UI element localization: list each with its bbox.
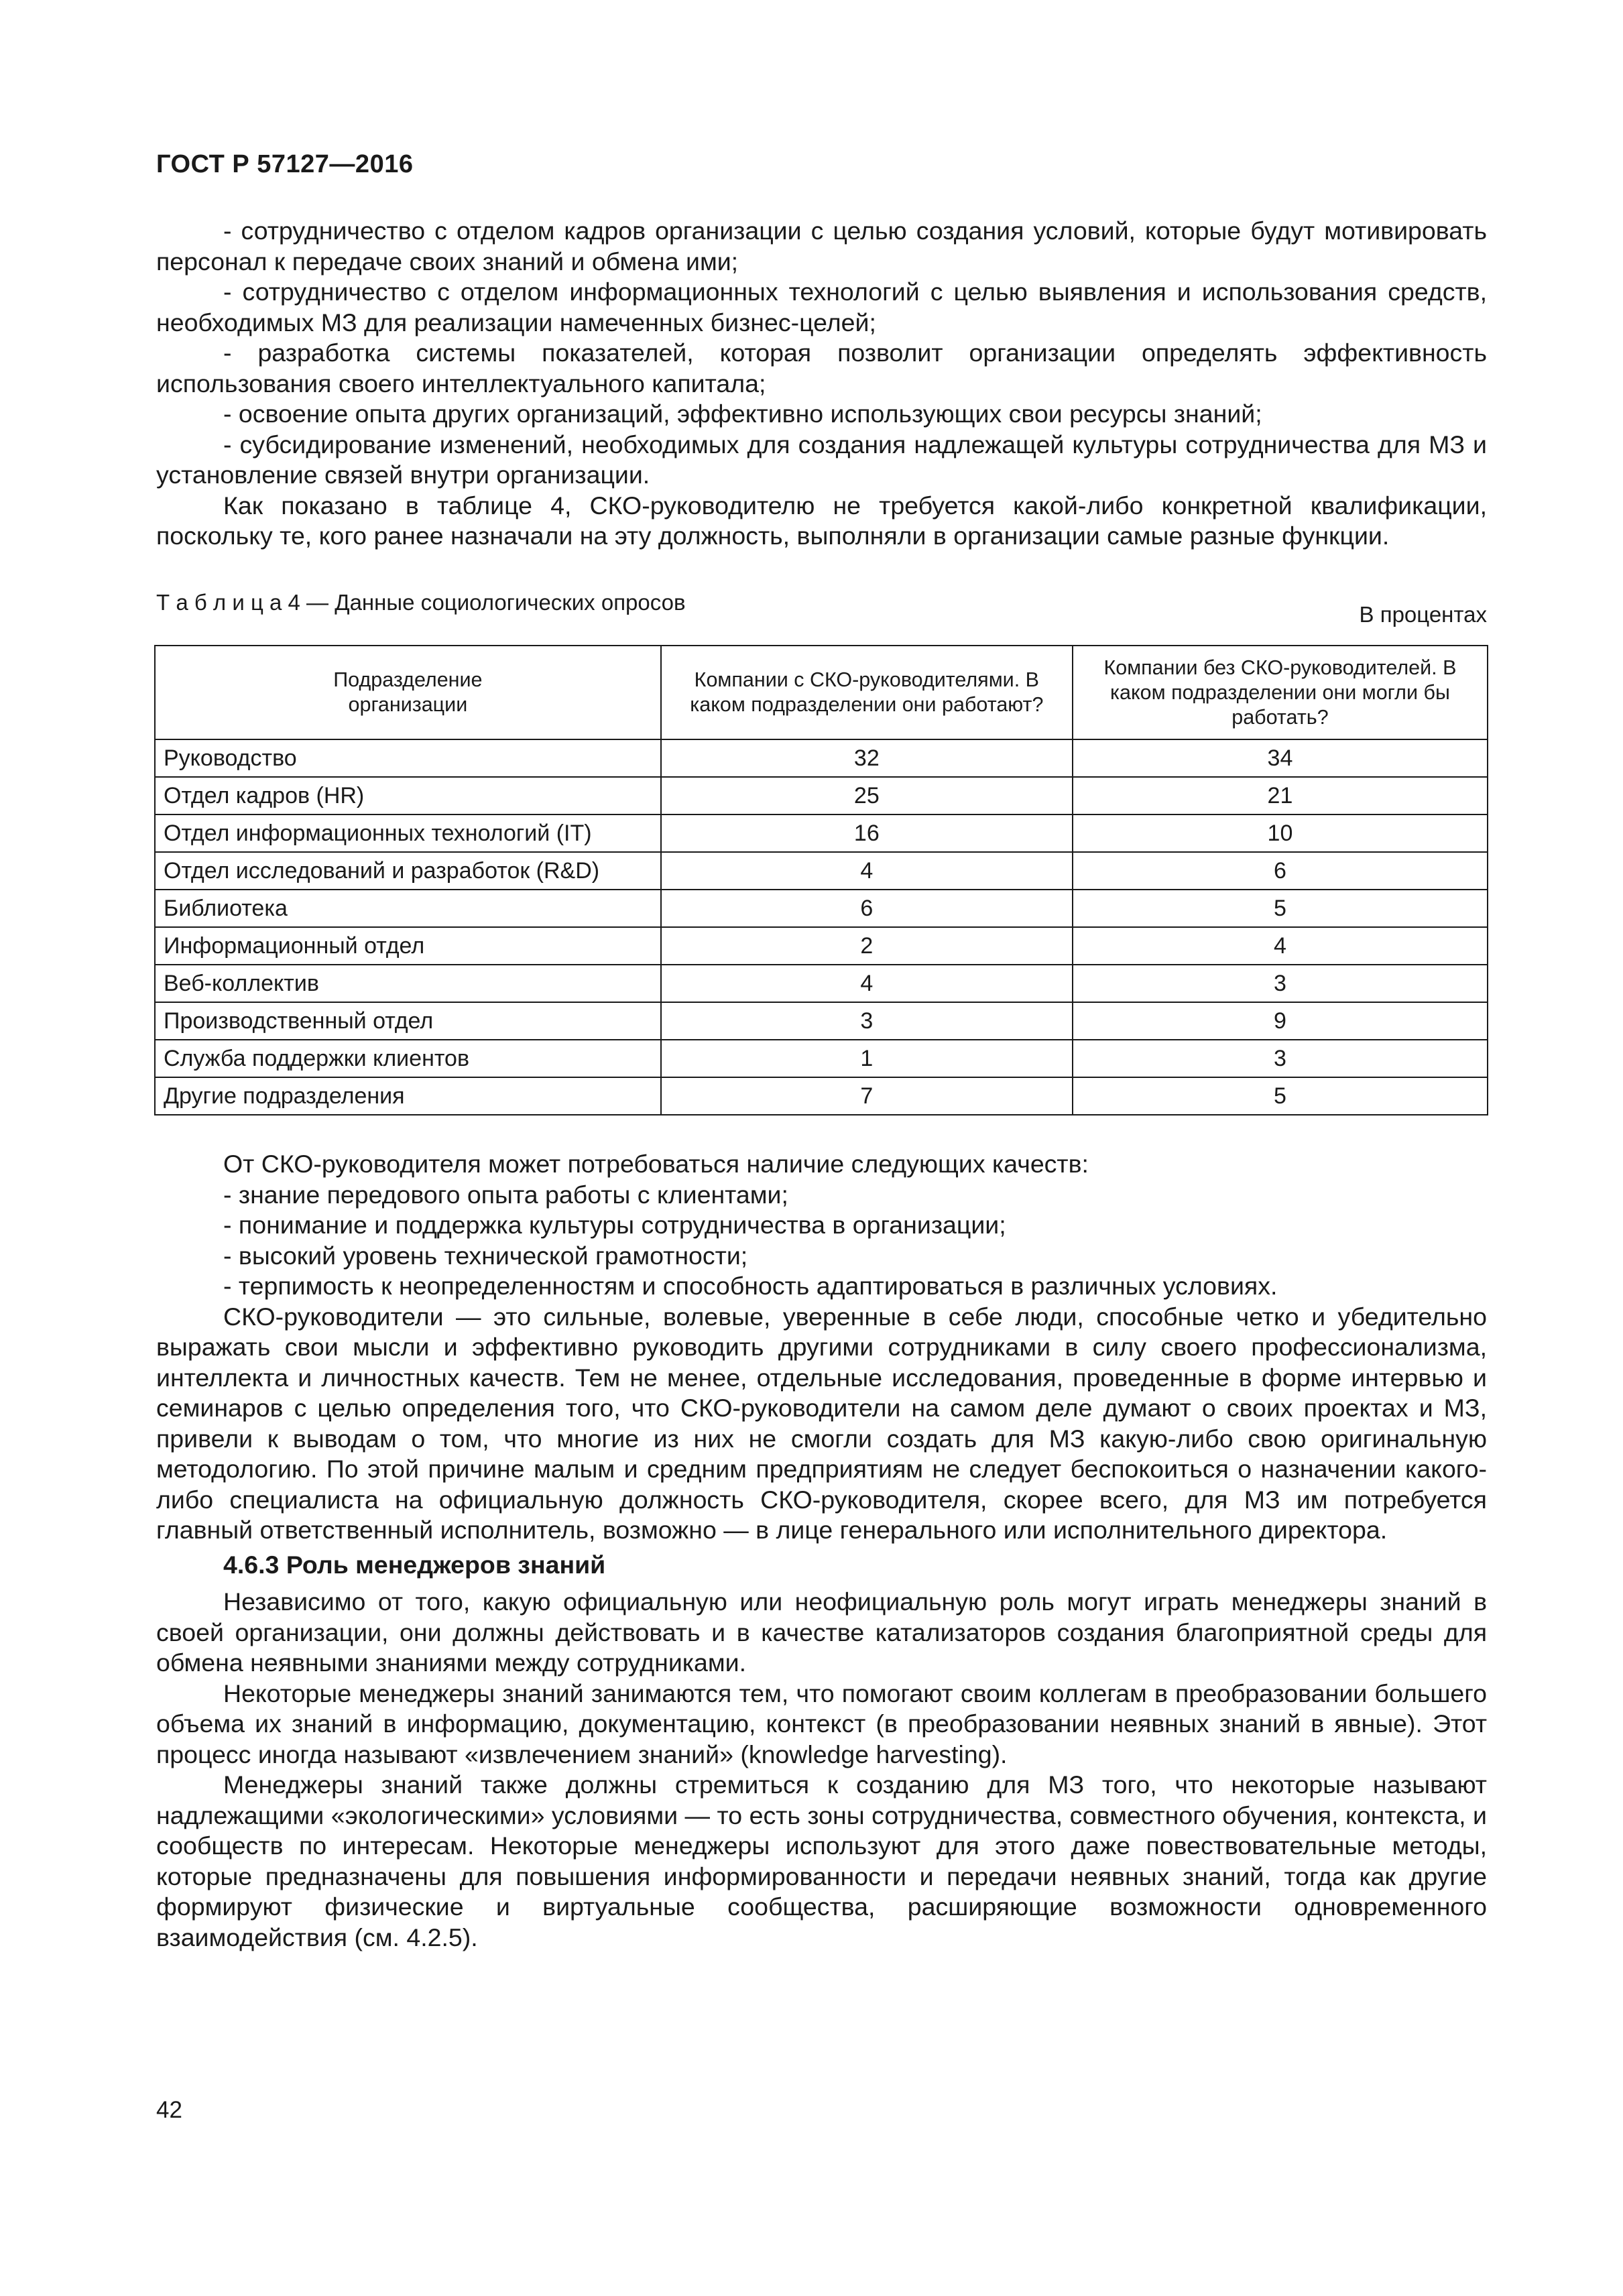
with-cko-value: 16 — [661, 814, 1073, 852]
paragraph: - сотрудничество с отделом информационных технологий с целью выявления и использования средств, необходимых МЗ для реализации намеченных бизнес-целей; — [156, 278, 1487, 337]
table-units-label: В процентах — [1359, 602, 1487, 627]
with-cko-value: 4 — [661, 852, 1073, 890]
table-row — [155, 927, 1488, 965]
column-header-without-cko: Компании без СКО-руководителей. В каком подразделении они могли бы работать? — [1073, 646, 1488, 739]
table-header-row — [155, 646, 1488, 739]
paragraph: - терпимость к неопределенностям и способность адаптироваться в различных условиях. — [223, 1272, 1278, 1300]
paragraph: Как показано в таблице 4, СКО-руководителю не требуется какой-либо конкретной квалификации, поскольку те, кого ранее назначали на эту должность, выполняли в организации самые разные функции. — [156, 491, 1487, 550]
with-cko-value: 4 — [661, 965, 1073, 1002]
table-row — [155, 739, 1488, 777]
with-cko-value: 1 — [661, 1040, 1073, 1077]
paragraph: - субсидирование изменений, необходимых для создания надлежащей культуры сотрудничества для МЗ и установление связей внутри организации. — [156, 430, 1487, 489]
without-cko-value: 5 — [1073, 1077, 1488, 1115]
with-cko-value: 3 — [661, 1002, 1073, 1040]
department-cell: Отдел информационных технологий (IT) — [155, 814, 661, 852]
paragraph: Независимо от того, какую официальную или неофициальную роль могут играть менеджеры знаний в своей организации, они должны действовать и в качестве катализаторов создания благоприятной среды для обмена неявными знаниями между сотрудниками. — [156, 1587, 1487, 1677]
with-cko-value: 25 — [661, 777, 1073, 814]
after-table-text-block — [156, 1149, 1487, 1953]
paragraph: Менеджеры знаний также должны стремиться к созданию для МЗ того, что некоторые называют надлежащими «экологическими» условиями — то есть зоны сотрудничества, совместного обучения, контекста, и сообществ по интересам. Некоторые менеджеры используют для этого даже повествовательные методы, которые предназначены для повышения информированности и передачи неявных знаний, тогда как другие формируют физические и виртуальные сообщества, расширяющие возможности одновременного взаимодействия (см. 4.2.5). — [156, 1770, 1487, 1951]
department-cell: Служба поддержки клиентов — [155, 1040, 661, 1077]
column-header-with-cko: Компании с СКО-руководителями. В каком подразделении они работают? — [661, 646, 1073, 739]
without-cko-value: 4 — [1073, 927, 1488, 965]
without-cko-value: 5 — [1073, 890, 1488, 927]
department-cell: Веб-коллектив — [155, 965, 661, 1002]
without-cko-value: 10 — [1073, 814, 1488, 852]
department-cell: Отдел кадров (HR) — [155, 777, 661, 814]
table-row — [155, 777, 1488, 814]
department-cell: Другие подразделения — [155, 1077, 661, 1115]
column-header-department: Подразделение организации — [155, 646, 661, 739]
without-cko-value: 34 — [1073, 739, 1488, 777]
paragraph: - высокий уровень технической грамотности; — [223, 1241, 748, 1270]
paragraph: - разработка системы показателей, которая позволит организации определять эффективность использования своего интеллектуального капитала; — [156, 339, 1487, 398]
paragraph: - понимание и поддержка культуры сотрудничества в организации; — [223, 1211, 1006, 1239]
paragraph: От СКО-руководителя может потребоваться наличие следующих качеств: — [223, 1150, 1089, 1178]
department-cell: Библиотека — [155, 890, 661, 927]
survey-data-table — [154, 645, 1488, 1115]
without-cko-value: 3 — [1073, 1040, 1488, 1077]
page-number: 42 — [156, 2097, 182, 2123]
table-row — [155, 1040, 1488, 1077]
table-row — [155, 1077, 1488, 1115]
section-heading: 4.6.3 Роль менеджеров знаний — [223, 1550, 606, 1579]
paragraph: СКО-руководители — это сильные, волевые, уверенные в себе люди, способные четко и убедительно выражать свои мысли и эффективно руководить другими сотрудниками в силу своего профессионализма, интеллекта и личностных качеств. Тем не менее, отдельные исследования, проведенные в форме интервью и семинаров с целью определения того, что СКО-руководители на самом деле думают о своих проектах и МЗ, привели к выводам о том, что многие из них не смогли создать для МЗ какую-либо свою оригинальную методологию. По этой причине малым и средним предприятиям не следует беспокоиться о назначении какого-либо специалиста на официальную должность СКО-руководителя, скорее всего, для МЗ им потребуется главный ответственный исполнитель, возможно — в лице генерального или исполнительного директора. — [156, 1302, 1487, 1544]
table-row — [155, 814, 1488, 852]
with-cko-value: 7 — [661, 1077, 1073, 1115]
without-cko-value: 9 — [1073, 1002, 1488, 1040]
department-cell: Руководство — [155, 739, 661, 777]
table-row — [155, 852, 1488, 890]
paragraph: - сотрудничество с отделом кадров организации с целью создания условий, которые будут мотивировать персонал к передаче своих знаний и обмена ими; — [156, 217, 1487, 276]
table-row — [155, 890, 1488, 927]
with-cko-value: 2 — [661, 927, 1073, 965]
department-cell: Производственный отдел — [155, 1002, 661, 1040]
intro-text-block — [156, 216, 1487, 552]
without-cko-value: 6 — [1073, 852, 1488, 890]
without-cko-value: 21 — [1073, 777, 1488, 814]
department-cell: Информационный отдел — [155, 927, 661, 965]
with-cko-value: 6 — [661, 890, 1073, 927]
department-cell: Отдел исследований и разработок (R&D) — [155, 852, 661, 890]
table-row — [155, 1002, 1488, 1040]
table-row — [155, 965, 1488, 1002]
paragraph: Некоторые менеджеры знаний занимаются тем, что помогают своим коллегам в преобразовании большего объема их знаний в информацию, документацию, контекст (в преобразовании неявных знаний в явные). Этот процесс иногда называют «извлечением знаний» (knowledge harvesting). — [156, 1679, 1487, 1768]
table-caption: Т а б л и ц а 4 — Данные социологических опросов — [156, 590, 686, 615]
without-cko-value: 3 — [1073, 965, 1488, 1002]
paragraph: - освоение опыта других организаций, эффективно использующих свои ресурсы знаний; — [223, 400, 1262, 428]
with-cko-value: 32 — [661, 739, 1073, 777]
paragraph: - знание передового опыта работы с клиентами; — [223, 1180, 788, 1209]
document-code-header: ГОСТ Р 57127—2016 — [156, 150, 414, 178]
